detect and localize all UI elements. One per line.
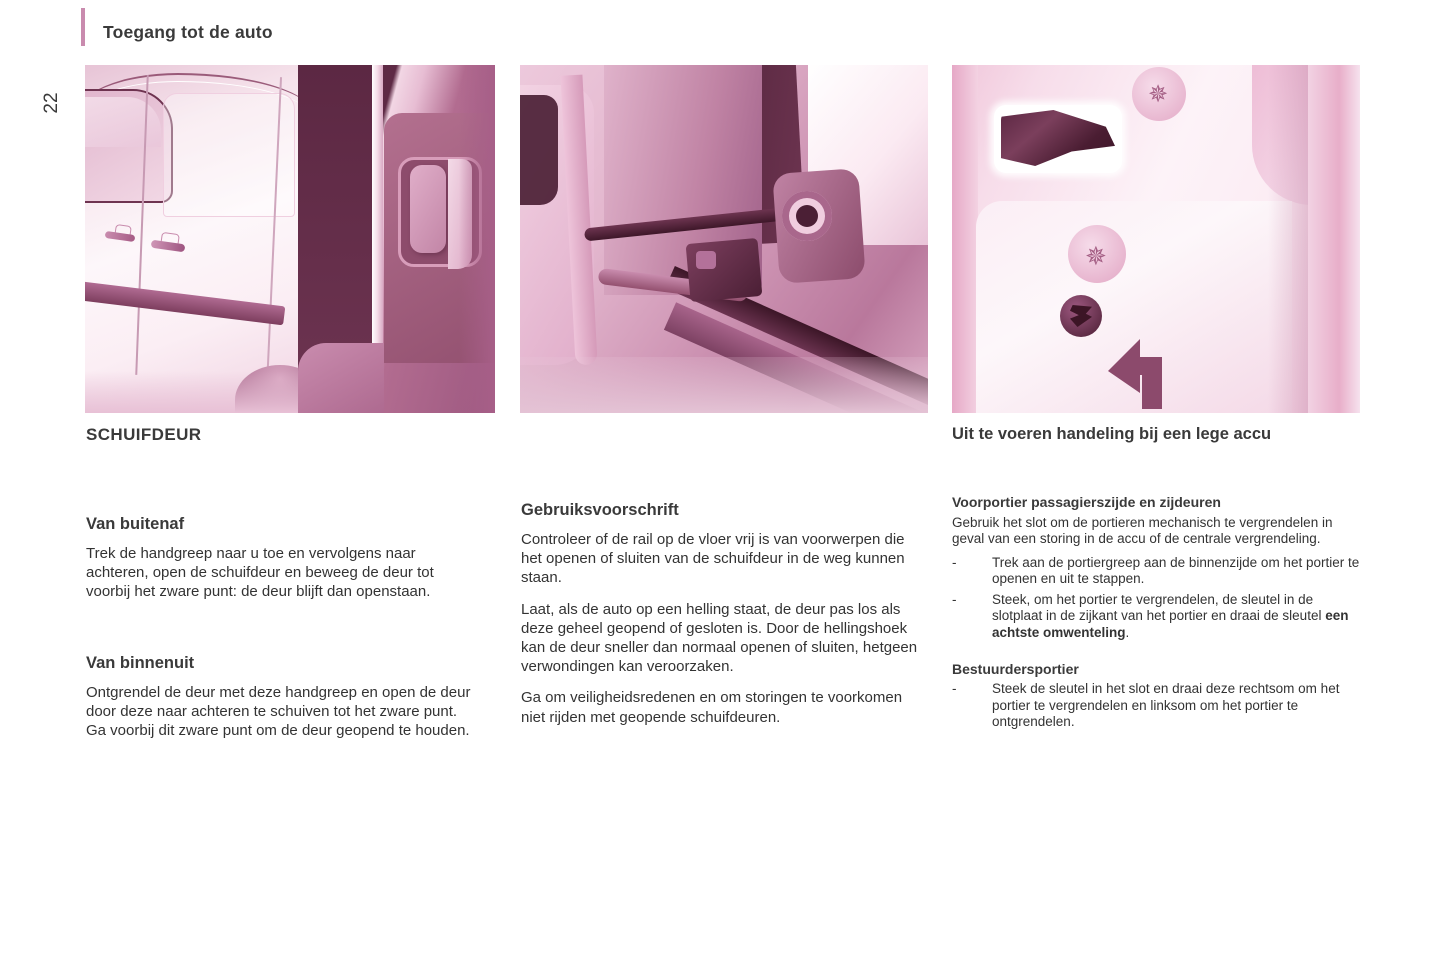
text-column-left — [86, 425, 478, 752]
list-item — [952, 555, 1360, 587]
text-column-right — [952, 425, 1360, 740]
torx-star-icon-upper: ✵ — [1148, 81, 1169, 108]
side-molding — [85, 280, 285, 326]
spacer — [86, 457, 478, 515]
van-side-view — [85, 65, 298, 413]
door-notch — [520, 95, 558, 205]
paragraph-from-outside: Trek de handgreep naar u toe en vervolgens naar achteren, open de schuifdeur en beweeg de deur tot voorbij het zware punt: de deur blijft dan openstaan. — [86, 545, 434, 601]
spacer — [521, 483, 921, 501]
lower-shading — [85, 371, 298, 413]
spacer — [952, 651, 1360, 661]
paragraph-mechanical-locking: Gebruik het slot om de portieren mechanisch te vergrendelen in geval van een storing in de accu of de centrale vergrendeling. — [952, 514, 1333, 546]
door-edge-scene — [952, 65, 1360, 413]
subsection-title-from-inside: Van binnenuit — [86, 653, 195, 672]
seat-corner — [298, 343, 384, 413]
subsection-title-driver-door: Bestuurdersportier — [952, 660, 1079, 677]
figure-door-lock-with-flat-battery — [952, 65, 1360, 413]
floor-shading — [520, 357, 928, 413]
dash-marker: - — [952, 592, 957, 608]
sliding-door-handle — [151, 240, 186, 253]
list-item-text: Trek aan de portiergreep aan de binnenzijde om het portier te openen en uit te stappen. — [992, 554, 1360, 587]
spacer — [86, 614, 478, 654]
interior-door-grip — [410, 165, 446, 253]
roller-bracket — [686, 238, 763, 302]
subsection-title-from-outside: Van buitenaf — [86, 515, 185, 533]
roller-bolt — [696, 251, 716, 269]
page-title: Toegang tot de auto — [103, 22, 273, 42]
list-item-text-part-a: Steek, om het portier te vergrendelen, de sleutel in de slotplaat in de zijkant van het portier en draai de sleutel — [992, 592, 1326, 624]
list-item-text: Steek de sleutel in het slot en draai deze rechtsom om het portier te vergrendelen en linksom om het portier te ontgrendelen. — [992, 681, 1340, 729]
list-item-text-emphasis: een achtste omwenteling — [992, 608, 1349, 640]
dash-marker: - — [952, 681, 957, 697]
list-item — [952, 681, 1360, 730]
spacer — [952, 454, 1360, 494]
figure-sliding-door-exterior-and-interior-handle — [85, 65, 495, 413]
right-shading — [459, 65, 495, 413]
list-item — [952, 592, 1360, 641]
dash-marker: - — [952, 554, 957, 570]
interior-door-handle-view — [298, 65, 495, 413]
torx-star-icon-lower: ✵ — [1085, 241, 1107, 271]
figure-row — [0, 65, 1445, 413]
subsection-title-usage-instructions: Gebruiksvoorschrift — [521, 501, 679, 519]
section-title-flat-battery: Uit te voeren handeling bij een lege accu — [952, 425, 1272, 443]
subsection-title-passenger-door: Voorportier passagierszijde en zijdeuren — [952, 494, 1221, 510]
page-number: 22 — [41, 92, 62, 114]
paragraph-rail-clear: Controleer of de rail op de vloer vrij is van voorwerpen die het openen of sluiten van de schuifdeur in de weg kunnen staan. — [521, 531, 905, 587]
roller-hub-bore — [796, 205, 818, 227]
rail-scene — [520, 65, 928, 413]
spacer — [521, 425, 921, 483]
door-edge-left — [952, 65, 978, 413]
paragraph-slope-warning: Laat, als de auto op een helling staat, de deur pas los als deze geheel geopend of gesloten is. Door de hellingshoek kan de deur sneller dan normaal openen of sluiten, hetgeen verwondingen kan veroorzaken. — [521, 600, 918, 676]
paragraph-do-not-drive-open: Ga om veiligheidsredenen en om storingen te voorkomen niet rijden met geopende schuifdeuren. — [521, 689, 903, 726]
paragraph-from-inside: Ontgrendel de deur met deze handgreep en open de deur door deze naar achteren te schuiven tot het zware punt. Ga voorbij dit zware punt om de deur geopend te houden. — [86, 683, 471, 739]
bullet-list-driver-door — [952, 681, 1360, 730]
section-title-sliding-door: SCHUIFDEUR — [86, 425, 202, 444]
bullet-list-passenger-door — [952, 555, 1360, 641]
list-item-text-part-c: . — [1125, 624, 1130, 640]
door-edge-right — [1308, 65, 1360, 413]
text-column-middle — [521, 425, 921, 739]
header-accent-bar — [81, 8, 85, 46]
figure-sliding-door-rail-mechanism — [520, 65, 928, 413]
